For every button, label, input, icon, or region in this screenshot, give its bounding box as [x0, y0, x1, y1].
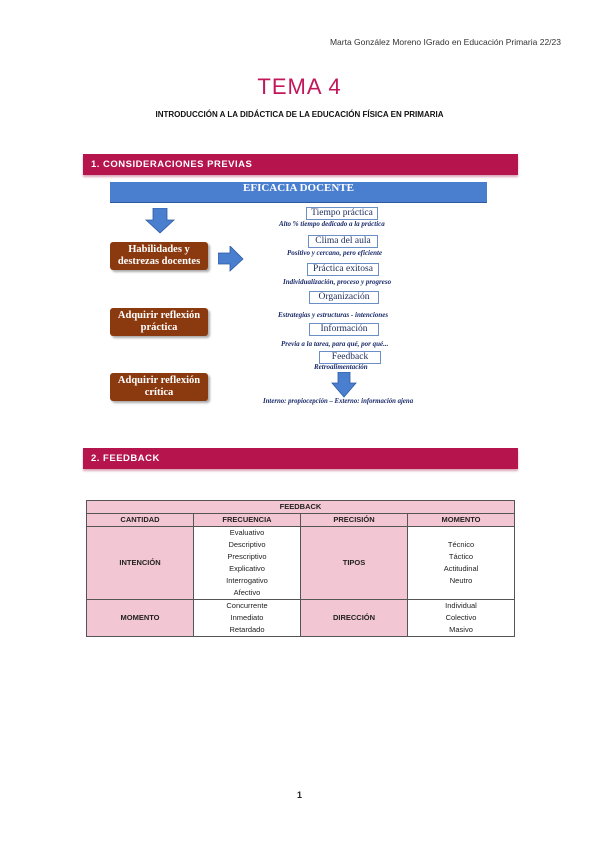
caption-organizacion: Estrategias y estructuras - intenciones [278, 311, 389, 319]
list-item: Concurrente [226, 601, 268, 610]
list-item: Evaluativo [229, 528, 265, 537]
section-heading-consideraciones: 1. CONSIDERACIONES PREVIAS [83, 154, 518, 175]
list-item: Táctico [448, 552, 474, 561]
table-row [87, 600, 515, 637]
box-reflexion-critica: Adquirir reflexión crítica [110, 373, 208, 401]
table-title: FEEDBACK [87, 501, 515, 514]
row-label: INTENCIÓN [87, 527, 194, 600]
item-organizacion: Organización [309, 291, 379, 304]
list-item: Colectivo [445, 613, 477, 622]
eficacia-docente-banner: EFICACIA DOCENTE [110, 182, 487, 203]
caption-tiempo-practica: Alto % tiempo dedicado a la práctica [279, 220, 385, 228]
item-feedback: Feedback [319, 351, 381, 364]
list-item: Afectivo [233, 588, 261, 597]
caption-practica-exitosa: Individualización, proceso y progreso [283, 278, 392, 286]
feedback-table [86, 500, 515, 637]
caption-feedback-tipos: Interno: propiocepción – Externo: información ajena [263, 398, 414, 405]
list-item: Retardado [229, 625, 265, 634]
section-heading-feedback: 2. FEEDBACK [83, 448, 518, 469]
list-item: Técnico [447, 540, 475, 549]
row-label: TIPOS [301, 527, 408, 600]
box-reflexion-practica: Adquirir reflexión práctica [110, 308, 208, 336]
item-informacion: Información [309, 323, 379, 336]
down-arrow-icon [145, 208, 175, 234]
list-item: Masivo [449, 625, 473, 634]
box-habilidades: Habilidades y destrezas docentes [110, 242, 208, 270]
down-arrow-icon [331, 372, 357, 398]
item-clima-aula: Clima del aula [308, 235, 378, 248]
list-item: Individual [445, 601, 477, 610]
right-arrow-icon [218, 246, 244, 272]
cell-list [408, 600, 515, 637]
cell-list [194, 527, 301, 600]
list-item: Prescriptivo [227, 552, 267, 561]
list-item: Inmediato [230, 613, 264, 622]
column-header: CANTIDAD [87, 514, 194, 527]
column-header: MOMENTO [408, 514, 515, 527]
caption-clima-aula: Positivo y cercano, pero eficiente [287, 249, 383, 257]
list-item: Interrogativo [226, 576, 268, 585]
row-label: MOMENTO [87, 600, 194, 637]
column-header: FRECUENCIA [194, 514, 301, 527]
column-header: PRECISIÓN [301, 514, 408, 527]
list-item: Neutro [449, 576, 473, 585]
item-tiempo-practica: Tiempo práctica [306, 207, 378, 220]
list-item: Explicativo [229, 564, 265, 573]
table-row [87, 527, 515, 600]
list-item: Descriptivo [228, 540, 266, 549]
page-title: TEMA 4 [257, 74, 342, 99]
caption-feedback: Retroalimentación [314, 363, 368, 371]
list-item: Actitudinal [443, 564, 479, 573]
cell-list [408, 527, 515, 600]
caption-informacion: Previa a la tarea, para qué, por qué... [281, 340, 389, 348]
page-header: Marta González Moreno IGrado en Educación Primaria 22/23 [329, 37, 561, 47]
page-subtitle: INTRODUCCIÓN A LA DIDÁCTICA DE LA EDUCACIÓN FÍSICA EN PRIMARIA [155, 110, 444, 119]
item-practica-exitosa: Práctica exitosa [307, 263, 379, 276]
page-number: 1 [296, 790, 302, 800]
row-label: DIRECCIÓN [301, 600, 408, 637]
cell-list [194, 600, 301, 637]
